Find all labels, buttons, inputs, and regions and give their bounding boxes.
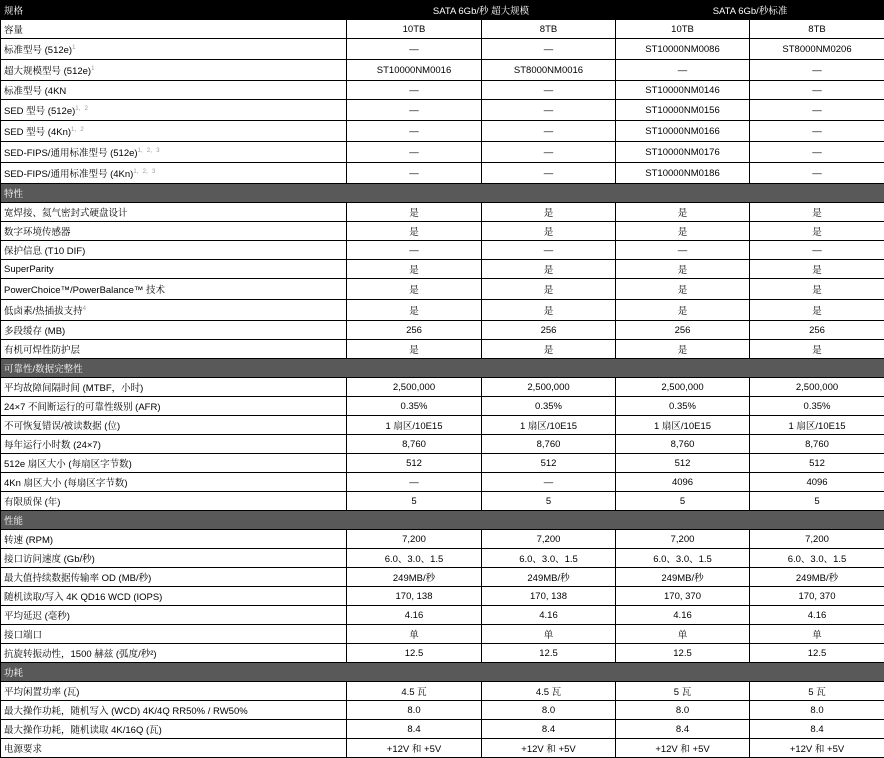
- value-cell: 512: [616, 454, 750, 473]
- table-row: [1, 121, 884, 142]
- value-cell: 4096: [616, 473, 750, 492]
- value-cell: 8.0: [616, 701, 750, 720]
- value-cell: 6.0、3.0、1.5: [347, 549, 482, 568]
- table-row: [1, 587, 884, 606]
- value-cell: 是: [750, 300, 884, 321]
- value-cell: ST10000NM0156: [616, 100, 750, 121]
- value-cell: 单: [482, 625, 616, 644]
- value-cell: 4.16: [750, 606, 884, 625]
- value-cell: 8.4: [482, 720, 616, 739]
- footnote-ref: 1，2，3: [133, 169, 155, 175]
- value-cell: —: [482, 81, 616, 100]
- row-label-cell: [1, 492, 347, 511]
- value-cell: —: [347, 142, 482, 163]
- value-cell: 5: [482, 492, 616, 511]
- table-row: [1, 720, 884, 739]
- table-row: [1, 397, 884, 416]
- value-cell: 5 瓦: [616, 682, 750, 701]
- value-cell: 6.0、3.0、1.5: [616, 549, 750, 568]
- row-label-cell: [1, 300, 347, 321]
- row-label: 标准型号 (4KN: [4, 86, 66, 97]
- value-cell: 4.16: [347, 606, 482, 625]
- row-label-cell: [1, 81, 347, 100]
- row-label: 每年运行小时数 (24×7): [4, 440, 101, 451]
- value-cell: 1 扇区/10E15: [750, 416, 884, 435]
- table-row: [1, 549, 884, 568]
- value-cell: 是: [482, 300, 616, 321]
- row-label: 最大操作功耗，随机读取 4K/16Q (瓦): [4, 725, 162, 736]
- row-label: SED 型号 (512e): [4, 106, 75, 117]
- row-label: PowerChoice™/PowerBalance™ 技术: [4, 285, 165, 296]
- value-cell: 5: [750, 492, 884, 511]
- value-cell: 249MB/秒: [616, 568, 750, 587]
- value-cell: 8TB: [482, 20, 616, 39]
- value-cell: 1 扇区/10E15: [482, 416, 616, 435]
- value-cell: 是: [482, 279, 616, 300]
- value-cell: 12.5: [750, 644, 884, 663]
- table-row: [1, 701, 884, 720]
- value-cell: 0.35%: [750, 397, 884, 416]
- footnote-ref: 1，2: [71, 127, 84, 133]
- value-cell: 249MB/秒: [482, 568, 616, 587]
- value-cell: 512: [750, 454, 884, 473]
- row-label-cell: [1, 203, 347, 222]
- table-row: [1, 530, 884, 549]
- value-cell: ST10000NM0186: [616, 163, 750, 184]
- table-row: [1, 300, 884, 321]
- row-label-cell: [1, 625, 347, 644]
- value-cell: —: [750, 241, 884, 260]
- value-cell: 6.0、3.0、1.5: [482, 549, 616, 568]
- value-cell: 是: [750, 222, 884, 241]
- header-group-ultra: SATA 6Gb/秒 超大规模: [347, 1, 616, 20]
- value-cell: —: [347, 121, 482, 142]
- row-label: 抗旋转振动性，1500 赫兹 (弧度/秒²): [4, 649, 157, 660]
- row-label: 有机可焊性防护层: [4, 345, 80, 356]
- row-label: 容量: [4, 25, 23, 36]
- value-cell: 2,500,000: [482, 378, 616, 397]
- row-label-cell: [1, 739, 347, 758]
- value-cell: 是: [616, 340, 750, 359]
- value-cell: 8,760: [482, 435, 616, 454]
- row-label: 24×7 不间断运行的可靠性级别 (AFR): [4, 402, 161, 413]
- row-label-cell: [1, 163, 347, 184]
- value-cell: 12.5: [482, 644, 616, 663]
- row-label-cell: [1, 321, 347, 340]
- header-label: 规格: [1, 1, 347, 20]
- value-cell: ST10000NM0176: [616, 142, 750, 163]
- footnote-ref: 1: [91, 66, 94, 72]
- table-row: [1, 378, 884, 397]
- value-cell: 是: [616, 279, 750, 300]
- table-row: [1, 142, 884, 163]
- value-cell: 是: [616, 260, 750, 279]
- value-cell: 170, 138: [482, 587, 616, 606]
- value-cell: 是: [616, 222, 750, 241]
- row-label: 电源要求: [4, 744, 42, 755]
- value-cell: 8.4: [750, 720, 884, 739]
- value-cell: 10TB: [616, 20, 750, 39]
- value-cell: 249MB/秒: [347, 568, 482, 587]
- row-label-cell: [1, 435, 347, 454]
- value-cell: 512: [482, 454, 616, 473]
- table-row: [1, 416, 884, 435]
- table-row: [1, 625, 884, 644]
- value-cell: 是: [482, 203, 616, 222]
- value-cell: 0.35%: [616, 397, 750, 416]
- value-cell: 是: [616, 300, 750, 321]
- table-header-row: [1, 1, 884, 20]
- value-cell: 4.5 瓦: [347, 682, 482, 701]
- section-header: [1, 359, 884, 378]
- value-cell: 4096: [750, 473, 884, 492]
- row-label-cell: [1, 701, 347, 720]
- row-label: 随机读取/写入 4K QD16 WCD (IOPS): [4, 592, 162, 603]
- value-cell: 8,760: [347, 435, 482, 454]
- row-label: 接口访问速度 (Gb/秒): [4, 554, 95, 565]
- value-cell: 256: [482, 321, 616, 340]
- section-title: 可靠性/数据完整性: [1, 359, 884, 378]
- row-label-cell: [1, 378, 347, 397]
- value-cell: 5: [616, 492, 750, 511]
- value-cell: —: [347, 163, 482, 184]
- row-label-cell: [1, 20, 347, 39]
- value-cell: —: [347, 100, 482, 121]
- table-row: [1, 203, 884, 222]
- value-cell: ST8000NM0206: [750, 39, 884, 60]
- value-cell: 8,760: [616, 435, 750, 454]
- row-label-cell: [1, 682, 347, 701]
- row-label-cell: [1, 60, 347, 81]
- row-label: 保护信息 (T10 DIF): [4, 246, 85, 257]
- row-label: 标准型号 (512e): [4, 45, 72, 56]
- table-row: [1, 39, 884, 60]
- table-row: [1, 321, 884, 340]
- section-header: [1, 663, 884, 682]
- value-cell: 是: [482, 340, 616, 359]
- row-label-cell: [1, 279, 347, 300]
- value-cell: 8TB: [750, 20, 884, 39]
- value-cell: —: [750, 163, 884, 184]
- value-cell: 10TB: [347, 20, 482, 39]
- value-cell: 249MB/秒: [750, 568, 884, 587]
- row-label: 超大规模型号 (512e): [4, 66, 91, 77]
- row-label: SED-FIPS/通用标准型号 (4Kn): [4, 169, 133, 180]
- value-cell: 1 扇区/10E15: [347, 416, 482, 435]
- section-header: [1, 184, 884, 203]
- value-cell: 是: [482, 260, 616, 279]
- value-cell: —: [750, 121, 884, 142]
- row-label-cell: [1, 568, 347, 587]
- value-cell: ST10000NM0086: [616, 39, 750, 60]
- value-cell: 4.16: [616, 606, 750, 625]
- value-cell: 5 瓦: [750, 682, 884, 701]
- table-row: [1, 568, 884, 587]
- value-cell: 170, 370: [750, 587, 884, 606]
- value-cell: 是: [482, 222, 616, 241]
- table-row: [1, 81, 884, 100]
- table-row: [1, 20, 884, 39]
- value-cell: 4.16: [482, 606, 616, 625]
- value-cell: 5: [347, 492, 482, 511]
- value-cell: 256: [750, 321, 884, 340]
- value-cell: —: [482, 241, 616, 260]
- value-cell: —: [482, 142, 616, 163]
- value-cell: 8,760: [750, 435, 884, 454]
- value-cell: 是: [750, 279, 884, 300]
- row-label: SED 型号 (4Kn): [4, 127, 71, 138]
- row-label: 转速 (RPM): [4, 535, 53, 546]
- value-cell: 8.0: [482, 701, 616, 720]
- value-cell: 2,500,000: [616, 378, 750, 397]
- row-label-cell: [1, 530, 347, 549]
- row-label: 4Kn 扇区大小 (每扇区字节数): [4, 478, 128, 489]
- table-row: [1, 435, 884, 454]
- value-cell: —: [750, 60, 884, 81]
- row-label-cell: [1, 340, 347, 359]
- value-cell: ST8000NM0016: [482, 60, 616, 81]
- value-cell: +12V 和 +5V: [347, 739, 482, 758]
- footnote-ref: 1，2: [75, 106, 88, 112]
- value-cell: —: [347, 473, 482, 492]
- table-row: [1, 340, 884, 359]
- value-cell: —: [616, 60, 750, 81]
- value-cell: —: [482, 163, 616, 184]
- row-label-cell: [1, 606, 347, 625]
- value-cell: 是: [347, 260, 482, 279]
- table-row: [1, 606, 884, 625]
- value-cell: 8.0: [750, 701, 884, 720]
- value-cell: —: [750, 100, 884, 121]
- table-row: [1, 682, 884, 701]
- table-row: [1, 473, 884, 492]
- row-label: 平均闲置功率 (瓦): [4, 687, 79, 698]
- value-cell: 是: [347, 222, 482, 241]
- value-cell: 6.0、3.0、1.5: [750, 549, 884, 568]
- table-row: [1, 260, 884, 279]
- value-cell: —: [482, 121, 616, 142]
- value-cell: —: [750, 142, 884, 163]
- table-row: [1, 60, 884, 81]
- value-cell: —: [482, 39, 616, 60]
- row-label-cell: [1, 473, 347, 492]
- value-cell: —: [347, 39, 482, 60]
- row-label-cell: [1, 121, 347, 142]
- row-label-cell: [1, 416, 347, 435]
- value-cell: —: [616, 241, 750, 260]
- row-label-cell: [1, 241, 347, 260]
- value-cell: 256: [616, 321, 750, 340]
- row-label: SuperParity: [4, 264, 54, 275]
- value-cell: 170, 370: [616, 587, 750, 606]
- row-label-cell: [1, 454, 347, 473]
- value-cell: 是: [347, 279, 482, 300]
- header-group-standard: SATA 6Gb/秒标准: [616, 1, 884, 20]
- value-cell: 是: [616, 203, 750, 222]
- table-row: [1, 163, 884, 184]
- value-cell: —: [750, 81, 884, 100]
- section-title: 功耗: [1, 663, 884, 682]
- table-row: [1, 492, 884, 511]
- value-cell: 是: [347, 340, 482, 359]
- row-label: 最大值持续数据传输率 OD (MB/秒): [4, 573, 151, 584]
- value-cell: 2,500,000: [750, 378, 884, 397]
- value-cell: 8.0: [347, 701, 482, 720]
- value-cell: ST10000NM0166: [616, 121, 750, 142]
- row-label-cell: [1, 587, 347, 606]
- value-cell: 0.35%: [482, 397, 616, 416]
- value-cell: +12V 和 +5V: [482, 739, 616, 758]
- footnote-ref: 1: [72, 45, 75, 51]
- value-cell: 170, 138: [347, 587, 482, 606]
- row-label: SED-FIPS/通用标准型号 (512e): [4, 148, 138, 159]
- row-label: 接口端口: [4, 630, 42, 641]
- value-cell: 8.4: [616, 720, 750, 739]
- value-cell: +12V 和 +5V: [750, 739, 884, 758]
- section-title: 特性: [1, 184, 884, 203]
- table-row: [1, 241, 884, 260]
- row-label: 平均故障间隔时间 (MTBF，小时): [4, 383, 143, 394]
- footnote-ref: 4: [83, 306, 86, 312]
- row-label-cell: [1, 644, 347, 663]
- row-label-cell: [1, 39, 347, 60]
- value-cell: 是: [347, 300, 482, 321]
- section-title: 性能: [1, 511, 884, 530]
- value-cell: 8.4: [347, 720, 482, 739]
- value-cell: 512: [347, 454, 482, 473]
- value-cell: 是: [750, 203, 884, 222]
- row-label-cell: [1, 100, 347, 121]
- value-cell: 单: [616, 625, 750, 644]
- row-label-cell: [1, 397, 347, 416]
- row-label: 有限质保 (年): [4, 497, 60, 508]
- value-cell: 0.35%: [347, 397, 482, 416]
- value-cell: 4.5 瓦: [482, 682, 616, 701]
- row-label: 多段缓存 (MB): [4, 326, 65, 337]
- table-row: [1, 739, 884, 758]
- value-cell: 1 扇区/10E15: [616, 416, 750, 435]
- value-cell: 256: [347, 321, 482, 340]
- value-cell: 7,200: [616, 530, 750, 549]
- footnote-ref: 1，2，3: [138, 148, 160, 154]
- value-cell: 12.5: [347, 644, 482, 663]
- value-cell: 单: [347, 625, 482, 644]
- row-label: 低卤素/热插拔支持: [4, 306, 83, 317]
- section-header: [1, 511, 884, 530]
- row-label: 最大操作功耗，随机写入 (WCD) 4K/4Q RR50% / RW50%: [4, 706, 248, 717]
- row-label-cell: [1, 222, 347, 241]
- table-row: [1, 644, 884, 663]
- value-cell: —: [347, 241, 482, 260]
- value-cell: 7,200: [482, 530, 616, 549]
- row-label-cell: [1, 549, 347, 568]
- table-row: [1, 279, 884, 300]
- value-cell: —: [482, 100, 616, 121]
- value-cell: 是: [750, 340, 884, 359]
- value-cell: ST10000NM0146: [616, 81, 750, 100]
- value-cell: —: [347, 81, 482, 100]
- row-label-cell: [1, 260, 347, 279]
- table-row: [1, 454, 884, 473]
- row-label: 平均延迟 (毫秒): [4, 611, 70, 622]
- value-cell: +12V 和 +5V: [616, 739, 750, 758]
- value-cell: ST10000NM0016: [347, 60, 482, 81]
- value-cell: 7,200: [750, 530, 884, 549]
- row-label: 不可恢复错误/被读数据 (位): [4, 421, 120, 432]
- row-label: 512e 扇区大小 (每扇区字节数): [4, 459, 132, 470]
- row-label: 数字环境传感器: [4, 227, 71, 238]
- value-cell: 7,200: [347, 530, 482, 549]
- value-cell: 是: [750, 260, 884, 279]
- value-cell: 2,500,000: [347, 378, 482, 397]
- value-cell: 是: [347, 203, 482, 222]
- row-label-cell: [1, 142, 347, 163]
- table-row: [1, 100, 884, 121]
- value-cell: 12.5: [616, 644, 750, 663]
- row-label: 宽焊接、氦气密封式硬盘设计: [4, 208, 128, 219]
- table-row: [1, 222, 884, 241]
- row-label-cell: [1, 720, 347, 739]
- value-cell: —: [482, 473, 616, 492]
- value-cell: 单: [750, 625, 884, 644]
